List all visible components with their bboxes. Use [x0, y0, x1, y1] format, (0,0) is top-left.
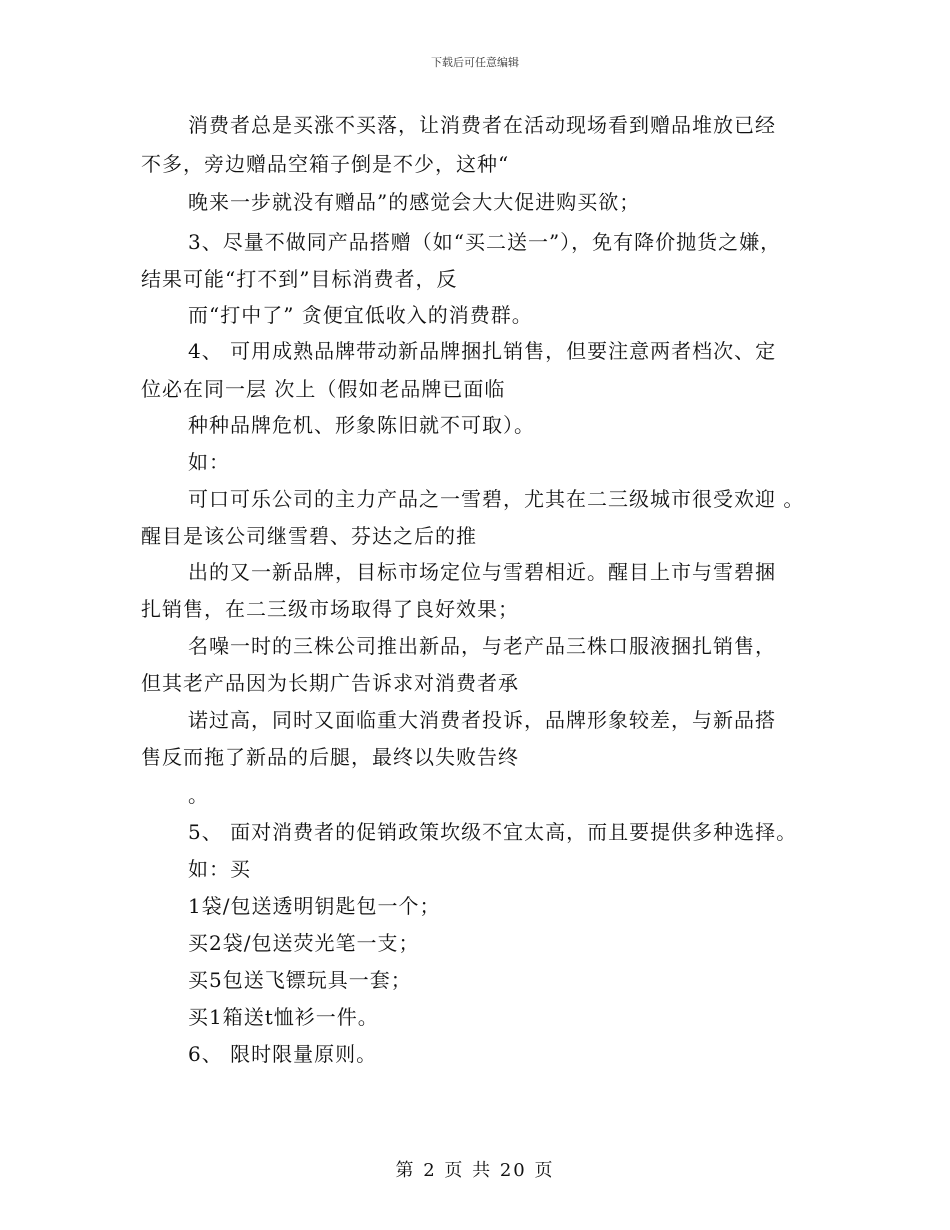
paragraph-line: 醒目是该公司继雪碧、芬达之后的推	[141, 524, 477, 548]
paragraph-line: 但其老产品因为长期广告诉求对消费者承	[141, 671, 519, 695]
paragraph-line: 售反而拖了新品的后腿，最终以失败告终	[141, 745, 519, 769]
paragraph-line: 扎销售，在二三级市场取得了良好效果；	[141, 597, 519, 621]
page-header: 下载后可任意编辑	[431, 56, 519, 69]
list-item: 买2袋/包送荧光笔一支；	[188, 931, 420, 955]
paragraph-line: 出的又一新品牌，目标市场定位与雪碧相近。醒目上市与雪碧捆	[188, 560, 776, 584]
paragraph-line: 4、 可用成熟品牌带动新品牌捆扎销售，但要注意两者档次、定	[188, 339, 777, 363]
paragraph-line: 如：买	[188, 857, 251, 881]
paragraph-line: 诺过高，同时又面临重大消费者投诉，品牌形象较差，与新品搭	[188, 708, 776, 732]
list-item: 1袋/包送透明钥匙包一个；	[188, 894, 441, 918]
paragraph-line: 不多，旁边赠品空箱子倒是不少，这种“	[141, 152, 510, 176]
list-item: 买5包送飞镖玩具一套；	[188, 968, 412, 992]
paragraph-line: 5、 面对消费者的促销政策坎级不宜太高，而且要提供多种选择。	[188, 820, 798, 844]
paragraph-line: 名噪一时的三株公司推出新品，与老产品三株口服液捆扎销售，	[188, 634, 776, 658]
paragraph-line: 而“打中了” 贪便宜低收入的消费群。	[188, 303, 533, 327]
page-number-footer: 第 2 页 共 20 页	[395, 1160, 555, 1181]
paragraph-line: 如：	[188, 450, 230, 474]
paragraph-line: 6、 限时限量原则。	[188, 1042, 378, 1066]
paragraph-line: 结果可能“打不到”目标消费者，反	[141, 267, 458, 291]
paragraph-line: 种种品牌危机、形象陈旧就不可取）。	[188, 413, 535, 437]
list-item: 买1箱送t恤衫一件。	[188, 1005, 379, 1029]
paragraph-line: 消费者总是买涨不买落，让消费者在活动现场看到赠品堆放已经	[188, 113, 776, 137]
paragraph-line: 3、尽量不做同产品搭赠（如“买二送一”），免有降价抛货之嫌，	[188, 230, 782, 254]
paragraph-line: 。	[188, 783, 209, 807]
paragraph-line: 位必在同一层 次上（假如老品牌已面临	[141, 377, 506, 401]
paragraph-line: 晚来一步就没有赠品”的感觉会大大促进购买欲；	[188, 190, 641, 214]
paragraph-line: 可口可乐公司的主力产品之一雪碧，尤其在二三级城市很受欢迎 。	[188, 487, 805, 511]
